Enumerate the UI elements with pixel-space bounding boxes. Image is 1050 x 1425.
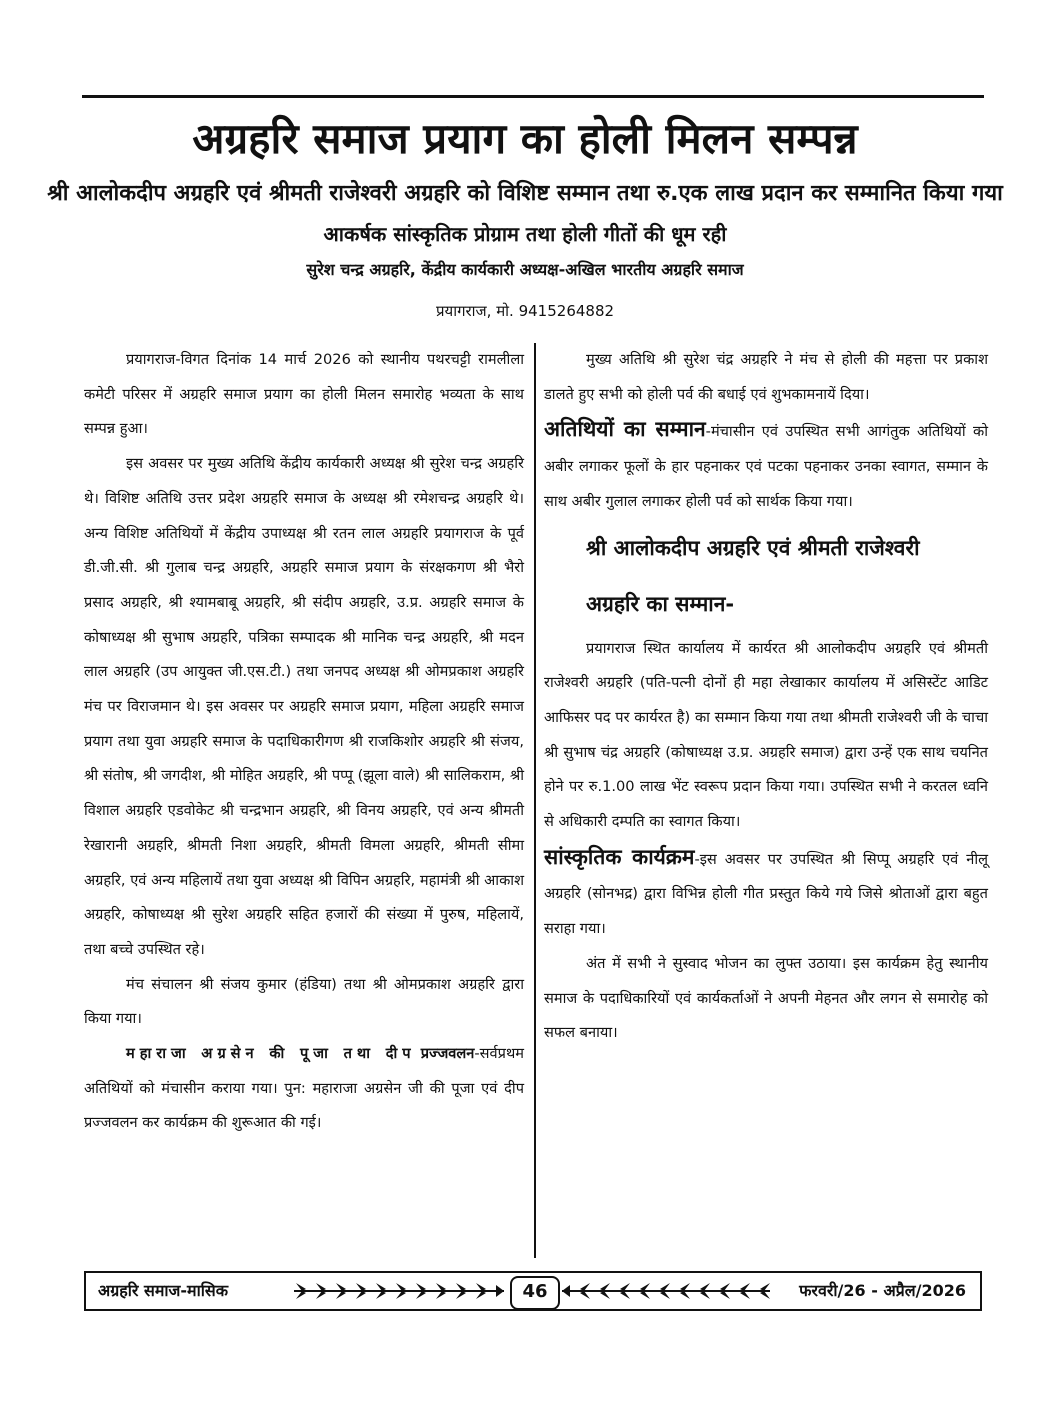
dateline: प्रयागराज, मो. 9415264882 — [435, 302, 615, 320]
column-divider — [534, 343, 536, 1258]
left-paragraph-1: प्रयागराज-विगत दिनांक 14 मार्च 2026 को स्थानीय पथरचट्टी रामलीला कमेटी परिसर में अग्रहरि समाज प्रयाग का होली मिलन समारोह भव्यता के साथ सम्पन्न हुआ। — [84, 351, 524, 438]
tagline: आकर्षक सांस्कृतिक प्रोग्राम तथा होली गीतों की धूम रही — [323, 222, 727, 246]
guest-honor-heading: अतिथियों का सम्मान — [544, 417, 706, 442]
leaf-vine-ornament-icon — [560, 1279, 772, 1303]
publication-name: अग्रहरि समाज-मासिक — [98, 1281, 229, 1300]
guest-honor-section — [544, 412, 988, 519]
cultural-body: -इस अवसर पर उपस्थित श्री सिप्पू अग्रहरि एवं नीलू अग्रहरि (सोनभद्र) द्वारा विभिन्न होली गीत प्रस्तुत किये गये जिसे श्रोताओं द्वारा बहुत सराहा गया। — [544, 850, 988, 938]
closing-paragraph: अंत में सभी ने सुस्वाद भोजन का लुफ्त उठाया। इस कार्यक्रम हेतु स्थानीय समाज के पदाधिकारियों एवं कार्यकर्ताओं ने अपनी मेहनत और लगन से समारोह को सफल बनाया। — [544, 954, 988, 1042]
leaf-vine-ornament-icon — [292, 1279, 506, 1303]
guest-honor-body: -मंचासीन एवं उपस्थित सभी आगंतुक अतिथियों को अबीर लगाकर फूलों के हार पहनाकर एवं पटका पहनाकर उनका स्वागत, सम्मान के साथ अबीर गुलाल लगाकर होली पर्व को सार्थक किया गया। — [544, 423, 988, 510]
left-column — [84, 343, 524, 1141]
cultural-heading: सांस्कृतिक कार्यक्रम — [544, 844, 695, 869]
right-paragraph-1: मुख्य अतिथि श्री सुरेश चंद्र अग्रहरि ने मंच से होली की महत्ता पर प्रकाश डालते हुए सभी को होली पर्व की बधाई एवं शुभकामनायें दिया। — [544, 351, 988, 403]
award-heading-line-2: अग्रहरि का सम्मान- — [586, 591, 735, 616]
puja-body: -सर्वप्रथम अतिथियों को मंचासीन कराया गया। पुन: महाराजा अग्रसेन जी की पूजा एवं दीप प्रज्जवलन कर कार्यक्रम की शुरूआत की गई। — [84, 1045, 524, 1132]
puja-heading-part-a: महाराजा अग्रसेन की पूजा तथा दीप — [126, 1045, 416, 1063]
subheadline: श्री आलोकदीप अग्रहरि एवं श्रीमती राजेश्वरी अग्रहरि को विशिष्ट सम्मान तथा रु.एक लाख प्रदान कर सम्मानित किया गया — [47, 181, 1003, 206]
top-rule — [82, 95, 984, 98]
left-paragraph-2: इस अवसर पर मुख्य अतिथि केंद्रीय कार्यकारी अध्यक्ष श्री सुरेश चन्द्र अग्रहरि थे। विशिष्ट अतिथि उत्तर प्रदेश अग्रहरि समाज के अध्यक्ष श्री रमेशचन्द्र अग्रहरि थे। अन्य विशिष्ट अतिथियों में केंद्रीय उपाध्यक्ष श्री रतन लाल अग्रहरि प्रयागराज के पूर्व डी.जी.सी. श्री गुलाब चन्द्र अग्रहरि, अग्रहरि समाज प्रयाग के संरक्षकगण श्री भैरो प्रसाद अग्रहरि, श्री श्यामबाबू अग्रहरि, श्री संदीप अग्रहरि, उ.प्र. अग्रहरि समाज के कोषाध्यक्ष श्री सुभाष अग्रहरि, पत्रिका सम्पादक श्री मानिक चन्द्र अग्रहरि, श्री मदन लाल अग्रहरि (उप आयुक्त जी.एस.टी.) तथा जनपद अध्यक्ष श्री ओमप्रकाश अग्रहरि मंच पर विराजमान थे। इस अवसर पर अग्रहरि समाज प्रयाग, महिला अग्रहरि समाज प्रयाग तथा युवा अग्रहरि समाज के पदाधिकारीगण श्री राजकिशोर अग्रहरि श्री संजय, श्री संतोष, श्री जगदीश, श्री मोहित अग्रहरि, श्री पप्पू (झूला वाले) श्री सालिकराम, श्री विशाल अग्रहरि एडवोकेट श्री चन्द्रभान अग्रहरि, श्री विनय अग्रहरि, एवं अन्य श्रीमती रेखारानी अग्रहरि, श्रीमती निशा अग्रहरि, श्रीमती विमला अग्रहरि, श्रीमती सीमा अग्रहरि, एवं अन्य महिलायें तथा युवा अध्यक्ष श्री विपिन अग्रहरि, महामंत्री श्री आकाश अग्रहरि, कोषाध्यक्ष श्री सुरेश अग्रहरि सहित हजारों की संख्या में पुरुष, महिलायें, तथा बच्चे उपस्थित रहे। — [84, 455, 524, 958]
cultural-section — [544, 840, 988, 947]
puja-heading-part-b: प्रज्जवलन — [420, 1045, 475, 1063]
right-column — [544, 343, 988, 1051]
page-number: 46 — [510, 1276, 560, 1310]
award-heading-line-1: श्री आलोकदीप अग्रहरि एवं श्रीमती राजेश्वरी — [586, 535, 920, 560]
issue-date: फरवरी/26 - अप्रैल/2026 — [799, 1281, 966, 1300]
award-body: प्रयागराज स्थित कार्यालय में कार्यरत श्री आलोकदीप अग्रहरि एवं श्रीमती राजेश्वरी अग्रहरि (पति-पत्नी दोनों ही महा लेखाकार कार्यालय में असिस्टेंट आडिट आफिसर पद पर कार्यरत है) का सम्मान किया गया तथा श्रीमती राजेश्वरी जी के चाचा श्री सुभाष चंद्र अग्रहरि (कोषाध्यक्ष उ.प्र. अग्रहरि समाज) द्वारा उन्हें एक साथ चयनित होने पर रु.1.00 लाख भेंट स्वरूप प्रदान किया गया। उपस्थित सभी ने करतल ध्वनि से अधिकारी दम्पति का स्वागत किया। — [544, 639, 988, 831]
page-footer — [84, 1271, 982, 1311]
left-paragraph-4 — [84, 1037, 524, 1141]
byline: सुरेश चन्द्र अग्रहरि, केंद्रीय कार्यकारी अध्यक्ष-अखिल भारतीय अग्रहरि समाज — [306, 260, 744, 279]
left-paragraph-3: मंच संचालन श्री संजय कुमार (हंडिया) तथा श्री ओमप्रकाश अग्रहरि द्वारा किया गया। — [84, 975, 524, 1028]
headline: अग्रहरि समाज प्रयाग का होली मिलन सम्पन्न — [192, 114, 858, 163]
